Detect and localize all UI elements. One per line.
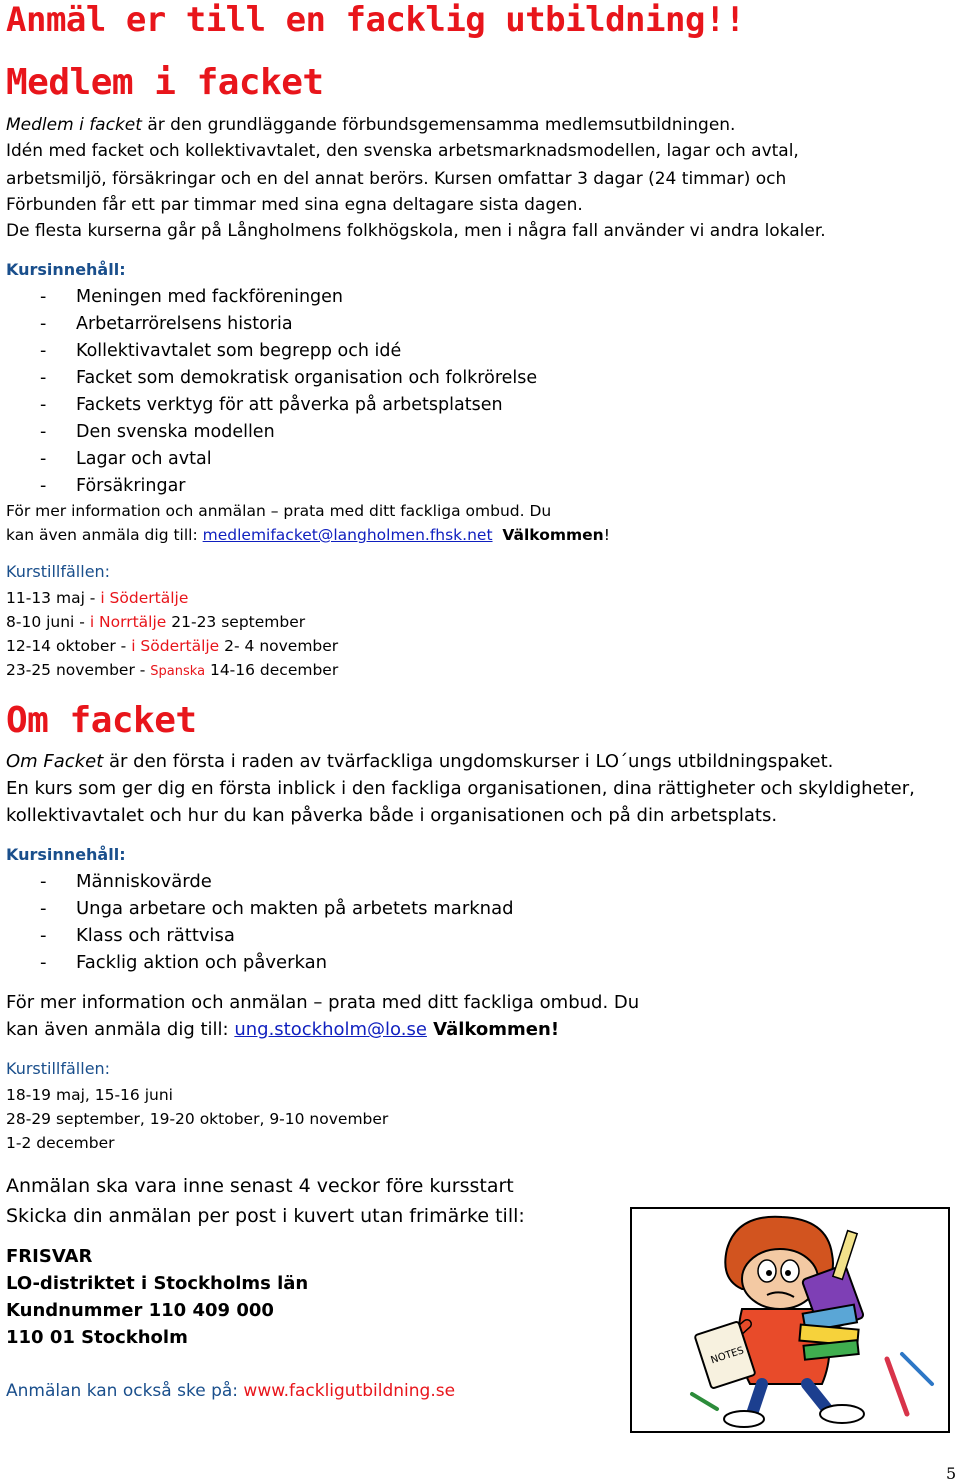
date-row: 1-2 december xyxy=(6,1134,115,1152)
info-line-2b: kan även anmäla dig till: ung.stockholm@lo.se Välkommen! xyxy=(6,1019,560,1040)
send-text: Skicka din anmälan per post i kuvert utan frimärke till: xyxy=(6,1205,525,1227)
section2-line2: En kurs som ger dig en första inblick i den fackliga organisationen, dina rättigheter och skyldigheter, xyxy=(6,778,915,799)
info-line-1: För mer information och anmälan – prata med ditt fackliga ombud. Du xyxy=(6,502,552,520)
deadline-text: Anmälan ska vara inne senast 4 veckor före kursstart xyxy=(6,1175,514,1197)
date-row: 8-10 juni - i Norrtälje 21-23 september xyxy=(6,613,306,631)
list-item: - Försäkringar xyxy=(40,476,186,496)
section1-line2: Idén med facket och kollektivavtalet, den svenska arbetsmarknadsmodellen, lagar och avtal, xyxy=(6,141,799,161)
list-item: - Unga arbetare och makten på arbetets marknad xyxy=(40,898,514,919)
list-item: - Lagar och avtal xyxy=(40,449,212,469)
date-row: 11-13 maj - i Södertälje xyxy=(6,589,189,607)
section1-line5: De flesta kurserna går på Långholmens folkhögskola, men i några fall använder vi andra lokaler. xyxy=(6,221,826,241)
info-line-2: kan även anmäla dig till: medlemifacket@langholmen.fhsk.net Välkommen! xyxy=(6,526,610,544)
address-line: 110 01 Stockholm xyxy=(6,1327,188,1348)
list-item: - Den svenska modellen xyxy=(40,422,275,442)
content-label-1: Kursinnehåll: xyxy=(6,260,126,279)
welcome-text: Välkommen xyxy=(502,526,604,544)
intro-italic: Medlem i facket xyxy=(6,115,142,135)
address-line: LO-distriktet i Stockholms län xyxy=(6,1273,309,1294)
date-row: 12-14 oktober - i Södertälje 2- 4 november xyxy=(6,637,339,655)
section-heading-om-facket: Om facket xyxy=(6,700,197,741)
course-content-list-2 xyxy=(40,868,514,976)
welcome-text: Välkommen! xyxy=(426,1019,560,1040)
section1-line4: Förbunden får ett par timmar med sina egna deltagare sista dagen. xyxy=(6,195,583,215)
notes-label: NOTES xyxy=(709,1345,746,1367)
content-label-2: Kursinnehåll: xyxy=(6,845,126,864)
address-line: FRISVAR xyxy=(6,1246,93,1267)
list-item: - Facklig aktion och påverkan xyxy=(40,952,328,973)
info-line-1b: För mer information och anmälan – prata med ditt fackliga ombud. Du xyxy=(6,992,640,1013)
student-illustration xyxy=(630,1207,950,1433)
section1-intro xyxy=(6,112,735,138)
dates-label-1: Kurstillfällen: xyxy=(6,562,111,581)
email-link-medlemifacket[interactable]: medlemifacket@langholmen.fhsk.net xyxy=(202,526,493,544)
date-row: 23-25 november - Spanska 14-16 december xyxy=(6,661,339,679)
list-item: - Arbetarrörelsens historia xyxy=(40,314,293,334)
section-heading-medlem: Medlem i facket xyxy=(6,62,324,103)
list-item: - Facket som demokratisk organisation och folkrörelse xyxy=(40,368,538,388)
list-item: - Kollektivavtalet som begrepp och idé xyxy=(40,341,402,361)
main-title: Anmäl er till en facklig utbildning!! xyxy=(6,0,745,40)
intro-rest: är den grundläggande förbundsgemensamma medlemsutbildningen. xyxy=(141,115,736,135)
address-line: Kundnummer 110 409 000 xyxy=(6,1300,274,1321)
section1-line3 xyxy=(6,166,786,192)
web-link[interactable]: www.fackligutbildning.se xyxy=(243,1381,456,1401)
dates-label-2: Kurstillfällen: xyxy=(6,1059,111,1078)
list-item: - Människovärde xyxy=(40,871,212,892)
date-row: 28-29 september, 19-20 oktober, 9-10 november xyxy=(6,1110,389,1128)
web-line: Anmälan kan också ske på: www.fackligutbildning.se xyxy=(6,1381,456,1401)
section2-line3: kollektivavtalet och hur du kan påverka både i organisationen och på din arbetsplats. xyxy=(6,805,778,826)
date-row: 18-19 maj, 15-16 juni xyxy=(6,1086,173,1104)
line3-a: arbetsmiljö, försäkringar och en del annat berörs. xyxy=(6,169,429,189)
list-item: - Klass och rättvisa xyxy=(40,925,235,946)
line3-b: Kursen omfattar 3 dagar (24 timmar) och xyxy=(428,169,787,189)
course-content-list-1 xyxy=(40,284,537,500)
list-item: - Meningen med fackföreningen xyxy=(40,287,344,307)
section2-intro: Om Facket är den första i raden av tvärfackliga ungdomskurser i LO´ungs utbildningspaket. xyxy=(6,751,834,772)
cartoon-student-icon xyxy=(632,1209,948,1431)
postal-address xyxy=(6,1243,308,1351)
list-item: - Fackets verktyg för att påverka på arbetsplatsen xyxy=(40,395,503,415)
page-number: 5 xyxy=(946,1464,957,1483)
email-link-ung-stockholm[interactable]: ung.stockholm@lo.se xyxy=(234,1019,427,1040)
